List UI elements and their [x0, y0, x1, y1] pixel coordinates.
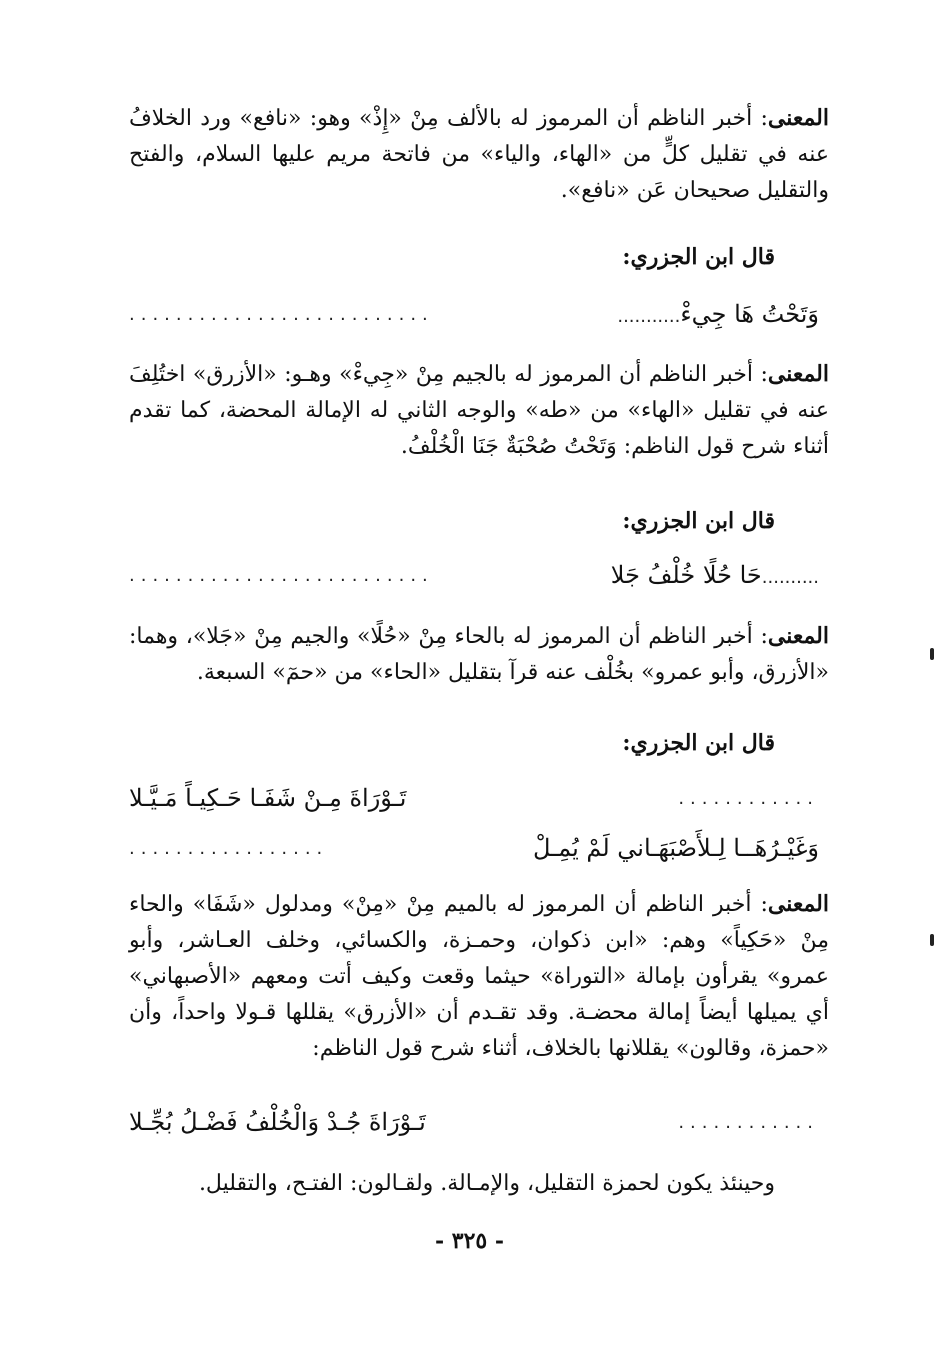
heading-ibn-jazari: قال ابن الجزري:: [622, 244, 775, 270]
meaning-label: المعنى: [767, 105, 829, 131]
ellipsis-dots: ..........: [761, 567, 819, 588]
paragraph-1: [129, 100, 829, 209]
page-number: - ٣٢٥ -: [434, 1228, 505, 1254]
verse-hemistich-left: ..........................: [129, 303, 434, 325]
verse-hemistich-right: وَغَيْـرُهَــا لِـلأَصْبَهَـاني لَمْ يُمِـلْ: [533, 834, 819, 862]
verse-line-4: [129, 828, 819, 868]
paragraph-2: [129, 356, 829, 465]
verse-line-3: [129, 778, 819, 818]
verse-hemistich-right: ............: [678, 1111, 819, 1133]
meaning-label: المعنى: [767, 891, 829, 917]
paragraph-text: : أخبر الناظم أن المرموز له بالحاء مِنْ «حُلًا» والجيم مِنْ «جَلا»، وهما: «الأزرق، وأبو عمرو» بخُلْف عنه قرآ بتقليل «الحاء» من «حمٓ» السبعة.: [129, 624, 829, 685]
paragraph-text: : أخبر الناظم أن المرموز له بالجيم مِنْ «جِيءْ» وهـو: «الأزرق» اختُلِفَ عنه في تقليل «الهاء» من «طه» والوجه الثاني له الإمالة المحضة، كما تقدم أثناء شرح قول الناظم: وَتَحْتُ صُحْبَةٌ جَنَا الْخُلْفُ.: [129, 362, 829, 459]
heading-ibn-jazari: قال ابن الجزري:: [622, 508, 775, 534]
meaning-label: المعنى: [767, 623, 829, 649]
verse-hemistich-right: [617, 300, 819, 328]
verse-line-2: [129, 555, 819, 595]
paragraph-text: : أخبر الناظم أن المرموز له بالألف مِنْ «إِذْ» وهو: «نافع» ورد الخلافُ عنه في تقليل كلٍّ من «الهاء، والياء» من فاتحة مريم عليها السلام، والفتح والتقليل صحيحان عَن «نافع».: [129, 106, 829, 203]
ellipsis-dots: ...........: [617, 306, 681, 327]
verse-line-5: [129, 1102, 819, 1142]
paragraph-3: [129, 618, 829, 691]
verse-hemistich-right: [611, 561, 819, 589]
verse-text: وَتَحْتُ هَا جِيءْ: [680, 300, 819, 328]
meaning-label: المعنى: [767, 361, 829, 387]
paragraph-4: [129, 886, 829, 1067]
verse-hemistich-left: ..........................: [129, 564, 434, 586]
margin-mark: [930, 648, 934, 660]
heading-ibn-jazari: قال ابن الجزري:: [622, 730, 775, 756]
verse-hemistich-left: تَـوْرَاةَ مِـنْ شَفَـا حَـكِيـاً مَـيَّـلا: [129, 784, 407, 812]
verse-hemistich-left: تَـوْرَاةَ جُـدْ وَالْخُلْفُ فَضْـلُ بُجِّـلا: [129, 1108, 426, 1136]
margin-mark: [930, 934, 934, 946]
paragraph-text: : أخبر الناظم أن المرموز له بالميم مِنْ «مِنْ» ومدلول «شَفَا» والحاء مِنْ «حَكِياً» وهم: «ابن ذكوان، وحمـزة، والكسائي، وخلف العـاشر، وأبو عمرو» يقرأون بإمالة «التوراة» حيثما وقعت وكيف أتت ومعهم «الأصبهاني» أي يميلها أيضاً إمالة محضـة. وقد تقـدم أن «الأزرق» يقللها قـولا واحداً، وأن «حمزة، وقالون» يقللانها بالخلاف، أثناء شرح قول الناظم:: [129, 892, 829, 1061]
verse-hemistich-right: ............: [678, 787, 819, 809]
verse-text: حَا حُلًا خُلْفُ جَلا: [610, 561, 762, 589]
paragraph-5: وحينئذ يكون لحمزة التقليل، والإمـالة. ولقـالون: الفتـح، والتقليل.: [198, 1171, 775, 1196]
verse-line-1: [129, 294, 819, 334]
verse-hemistich-left: .................: [129, 837, 329, 859]
